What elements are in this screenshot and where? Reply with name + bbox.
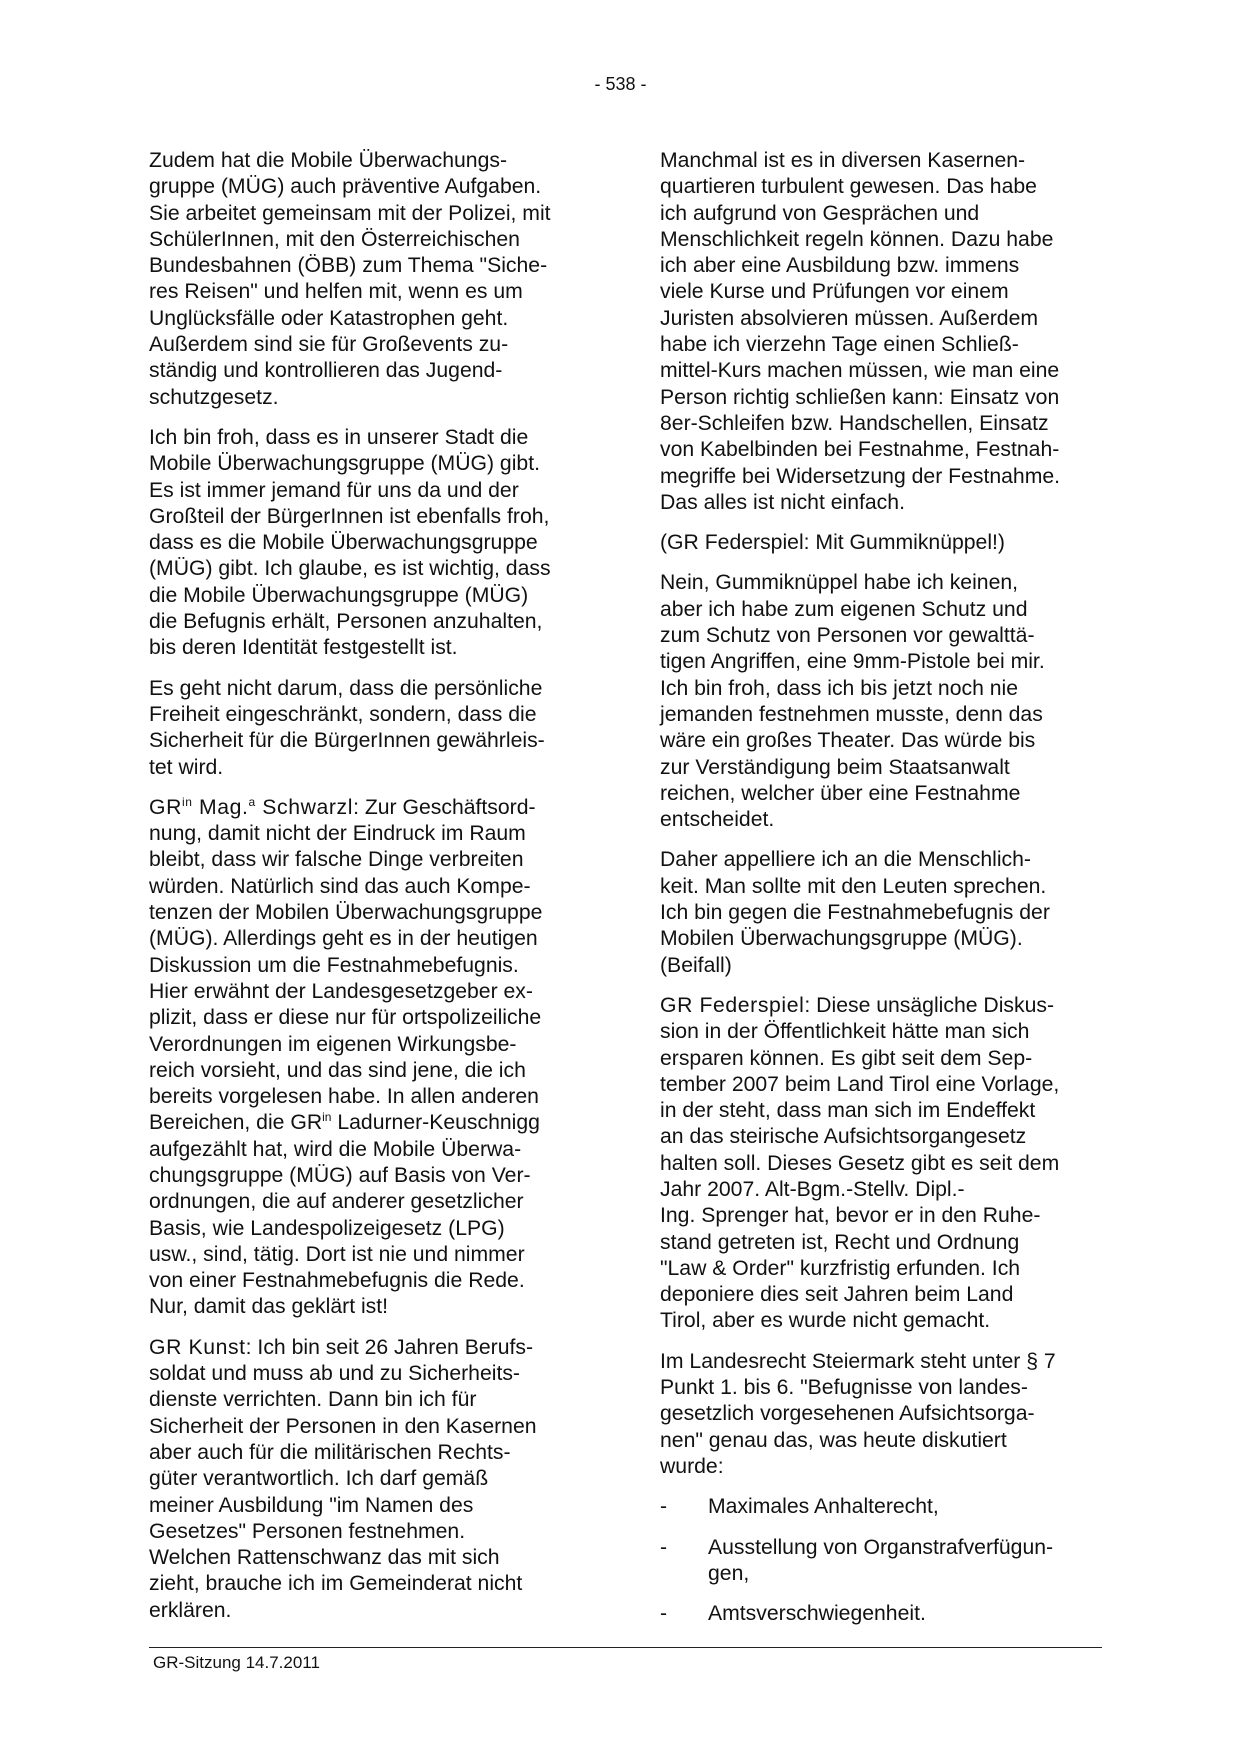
list-item: - Maximales Anhalterecht,	[660, 1495, 939, 1519]
footer-session-date: GR-Sitzung 14.7.2011	[153, 1653, 320, 1672]
right-paragraph-1: Manchmal ist es in diversen Kasernen- quartieren turbulent gewesen. Das habe ich aufgrund von Gesprächen und Menschlichkeit regeln können. Dazu habe ich aber eine Ausbildung bzw. immens viele Kurse und Prüfungen vor einem Juristen absolvieren müssen. Außerdem habe ich vierzehn Tage einen Schließ- mittel-Kurs machen müssen, wie man eine Person richtig schließen kann: Einsatz von 8er-Schleifen bzw. Handschellen, Einsatz von Kabelbinden bei Festnahme, Festnah- megriffe bei Widersetzung der Festnahme. Das alles ist nicht einfach.	[660, 149, 1061, 514]
list-item: - Ausstellung von Organstrafverfügun- gen,	[660, 1535, 1054, 1585]
right-paragraph-6: Im Landesrecht Steiermark steht unter § 7 Punkt 1. bis 6. "Befugnisse von landes- gesetzlich vorgesehenen Aufsichtsorga- nen" genau das, was heute diskutiert wurde:	[660, 1349, 1056, 1478]
footer-divider	[149, 1647, 1102, 1648]
list-item: - Amtsverschwiegenheit.	[660, 1602, 926, 1626]
right-column	[660, 148, 1100, 1641]
left-paragraph-5-kunst: GR Kunst: Ich bin seit 26 Jahren Berufs- soldat und muss ab und zu Sicherheits- dienste verrichten. Dann bin ich für Sicherheit der Personen in den Kasernen aber auch für die militärischen Rechts- güter verantwortlich. Ich darf gemäß meiner Ausbildung "im Namen des Gesetzes" Personen festnehmen. Welchen Rattenschwanz das mit sich zieht, brauche ich im Gemeinderat nicht erklären.	[149, 1335, 537, 1622]
left-paragraph-3: Es geht nicht darum, dass die persönliche Freiheit eingeschränkt, sondern, dass die Sicherheit für die BürgerInnen gewährleis- tet wird.	[149, 676, 545, 779]
left-column	[149, 148, 589, 1638]
left-paragraph-1: Zudem hat die Mobile Überwachungs- gruppe (MÜG) auch präventive Aufgaben. Sie arbeitet gemeinsam mit der Polizei, mit SchülerInnen, mit den Österreichischen Bundesbahnen (ÖBB) zum Thema "Siche- res Reisen" und helfen mit, wenn es um Unglücksfälle oder Katastrophen geht. Außerdem sind sie für Großevents zu- ständig und kontrollieren das Jugend- schutzgesetz.	[149, 149, 551, 409]
speaker-federspiel: GR Federspiel	[660, 993, 805, 1017]
speaker-kunst: GR Kunst	[149, 1335, 246, 1359]
left-paragraph-2: Ich bin froh, dass es in unserer Stadt die Mobile Überwachungsgruppe (MÜG) gibt. Es ist immer jemand für uns da und der Großteil der BürgerInnen ist ebenfalls froh, dass es die Mobile Überwachungsgruppe (MÜG) gibt. Ich glaube, es ist wichtig, dass die Mobile Überwachungsgruppe (MÜG) die Befugnis erhält, Personen anzuhalten, bis deren Identität festgestellt ist.	[149, 425, 551, 660]
speaker-schwarzl: $GR^{in}$ Mag.$^a$ Schwarzl	[149, 794, 354, 819]
right-paragraph-4: Daher appelliere ich an die Menschlich- keit. Man sollte mit den Leuten sprechen. Ich bin gegen die Festnahmebefugnis der Mobilen Überwachungsgruppe (MÜG). (Beifall)	[660, 848, 1050, 977]
left-paragraph-4-schwarzl: $GR^{in}$ Mag.$^a$ Schwarzl: Zur Geschäftsord- nung, damit nicht der Eindruck im Raum bleibt, dass wir falsche Dinge verbreiten würden. Natürlich sind das auch Kompe- tenzen der Mobilen Überwachungsgruppe (MÜG). Allerdings geht es in der heutigen Diskussion um die Festnahmebefugnis. Hier erwähnt der Landesgesetzgeber ex- plizit, dass er diese nur für ortspolizeiliche Verordnungen im eigenen Wirkungsbe- reich vorsieht, und das sind jene, die ich bereits vorgelesen habe. In allen anderen Bereichen, die $GR^{in}$ Ladurner-Keuschnigg aufgezählt hat, wird die Mobile Überwa- chungsgruppe (MÜG) auf Basis von Ver- ordnungen, die auf anderer gesetzlicher Basis, wie Landespolizeigesetz (LPG) usw., sind, tätig. Dort ist nie und nimmer von einer Festnahmebefugnis die Rede. Nur, damit das geklärt ist!	[149, 794, 543, 1319]
right-paragraph-2-interjection: (GR Federspiel: Mit Gummiknüppel!)	[660, 531, 1005, 555]
right-paragraph-5-federspiel: GR Federspiel: Diese unsägliche Diskus- sion in der Öffentlichkeit hätte man sich ersparen können. Es gibt seit dem Sep- tember 2007 beim Land Tirol eine Vorlage, in der steht, dass man sich im Endeffekt an das steirische Aufsichtsorgangesetz halten soll. Dieses Gesetz gibt es seit dem Jahr 2007. Alt-Bgm.-Stellv. Dipl.- Ing. Sprenger hat, bevor er in den Ruhe- stand getreten ist, Recht und Ordnung "Law & Order" kurzfristig erfunden. Ich deponiere dies seit Jahren beim Land Tirol, aber es wurde nicht gemacht.	[660, 993, 1060, 1333]
right-paragraph-3: Nein, Gummiknüppel habe ich keinen, aber ich habe zum eigenen Schutz und zum Schutz von Personen vor gewalttä- tigen Angriffen, eine 9mm-Pistole bei mir. Ich bin froh, dass ich bis jetzt noch nie jemanden festnehmen musste, denn das wäre ein großes Theater. Das würde bis zur Verständigung beim Staatsanwalt reichen, welcher über eine Festnahme entscheidet.	[660, 571, 1045, 832]
page-number: - 538 -	[594, 74, 647, 94]
befugnisse-list	[660, 1494, 1100, 1627]
